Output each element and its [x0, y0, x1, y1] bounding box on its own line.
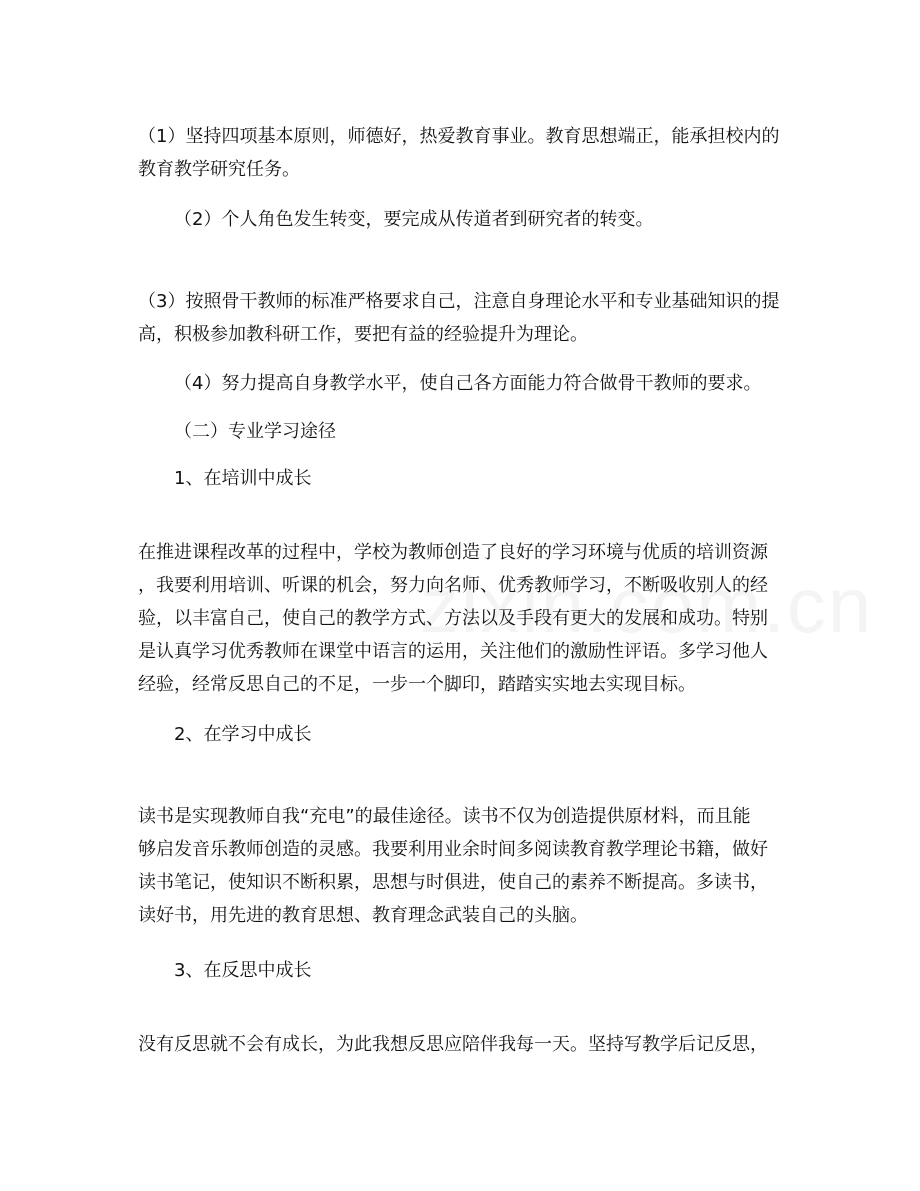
text-line: 读书笔记，使知识不断积累，思想与时俱进，使自己的素养不断提高。多读书，: [138, 872, 768, 893]
subheading-reflection: [174, 954, 822, 987]
text-line: （二）专业学习途径: [174, 421, 336, 442]
subheading-learning: [174, 718, 822, 751]
paragraph-standards: [138, 285, 786, 351]
text-line: 教育教学研究任务。: [138, 159, 300, 180]
text-line: 验，以丰富自己，使自己的教学方式、方法以及手段有更大的发展和成功。特别: [138, 608, 768, 629]
paragraph-principles: [138, 120, 786, 186]
paragraph-reflection: [138, 1028, 786, 1061]
paragraph-reading: [138, 800, 786, 932]
text-line: 是认真学习优秀教师在课堂中语言的运用，关注他们的激励性评语。多学习他人: [138, 641, 768, 662]
paragraph-role-change: [174, 203, 822, 236]
text-line: 没有反思就不会有成长，为此我想反思应陪伴我每一天。坚持写教学后记反思，: [138, 1034, 768, 1055]
text-line: 1、在培训中成长: [174, 468, 312, 489]
text-line: 经验，经常反思自己的不足，一步一个脚印，踏踏实实地去实现目标。: [138, 674, 696, 695]
text-line: 2、在学习中成长: [174, 724, 312, 745]
text-line: （2）个人角色发生转变，要完成从传道者到研究者的转变。: [174, 209, 654, 230]
text-line: 读好书，用先进的教育思想、教育理念武装自己的头脑。: [138, 905, 588, 926]
section-heading-study-paths: [174, 415, 822, 448]
subheading-training: [174, 462, 822, 495]
paragraph-training: [138, 536, 786, 701]
text-line: 高，积极参加教科研工作，要把有益的经验提升为理论。: [138, 324, 588, 345]
paragraph-improve-teaching: [174, 367, 822, 400]
text-line: （3）按照骨干教师的标准严格要求自己，注意自身理论水平和专业基础知识的提: [138, 291, 780, 312]
text-line: 3、在反思中成长: [174, 960, 312, 981]
text-line: 读书是实现教师自我“充电”的最佳途径。读书不仅为创造提供原材料，而且能: [138, 806, 751, 827]
text-line: 够启发音乐教师创造的灵感。我要利用业余时间多阅读教育教学理论书籍，做好: [138, 839, 768, 860]
text-line: 在推进课程改革的过程中，学校为教师创造了良好的学习环境与优质的培训资源: [138, 542, 768, 563]
text-line: （1）坚持四项基本原则，师德好，热爱教育事业。教育思想端正，能承担校内的: [138, 126, 780, 147]
text-line: （4）努力提高自身教学水平，使自己各方面能力符合做骨干教师的要求。: [174, 373, 762, 394]
text-line: ，我要利用培训、听课的机会，努力向名师、优秀教师学习，不断吸收别人的经: [138, 575, 768, 596]
